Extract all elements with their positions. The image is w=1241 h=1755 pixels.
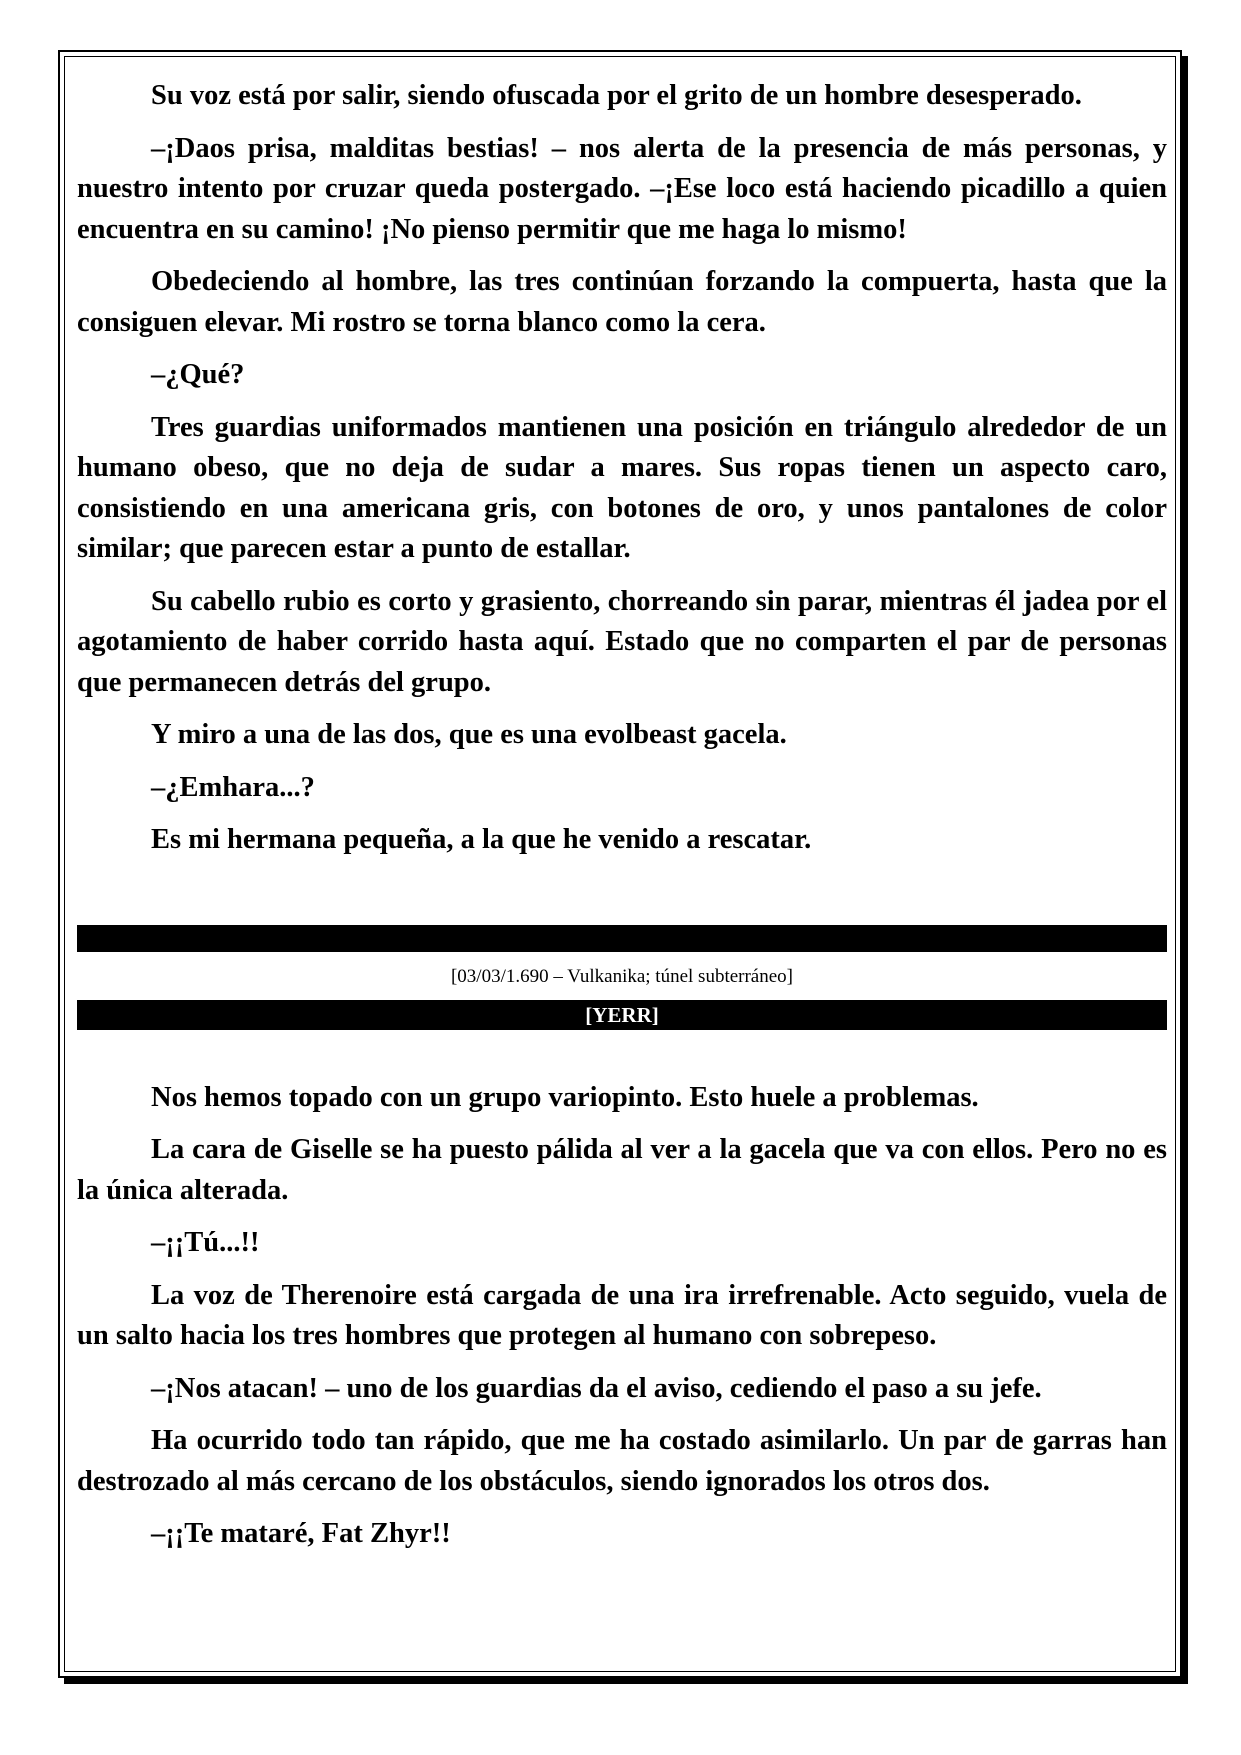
paragraph: –¡Daos prisa, malditas bestias! – nos alerta de la presencia de más personas, y nuestro intento por cruzar queda postergado. –¡Ese loco está haciendo picadillo a quien encuentra en su camino! ¡No pienso permitir que me haga lo mismo! xyxy=(77,132,1167,245)
page-content xyxy=(77,76,1167,1567)
page-frame xyxy=(58,50,1182,1678)
scene-header: [03/03/1.690 – Vulkanika; túnel subterráneo] xyxy=(450,965,794,987)
paragraph: Su voz está por salir, siendo ofuscada por el grito de un hombre desesperado. xyxy=(151,80,1082,111)
paragraph: –¡Nos atacan! – uno de los guardias da el aviso, cediendo el paso a su jefe. xyxy=(151,1372,1042,1404)
paragraph: Ha ocurrido todo tan rápido, que me ha costado asimilarlo. Un par de garras han destrozado al más cercano de los obstáculos, siendo ignorados los otros dos. xyxy=(77,1425,1167,1497)
pov-label: [YERR] xyxy=(77,1000,1167,1030)
paragraph: Nos hemos topado con un grupo variopinto. Esto huele a problemas. xyxy=(151,1081,979,1113)
paragraph: –¿Qué? xyxy=(151,359,245,390)
paragraph: Es mi hermana pequeña, a la que he venido a rescatar. xyxy=(151,824,812,855)
paragraph: –¡¡Te mataré, Fat Zhyr!! xyxy=(151,1518,451,1549)
text-block-2 xyxy=(77,1078,1167,1555)
text-block-1 xyxy=(77,76,1167,861)
paragraph: –¿Emhara...? xyxy=(151,771,315,803)
paragraph: Tres guardias uniformados mantienen una posición en triángulo alrededor de un humano obeso, que no deja de sudar a mares. Sus ropas tienen un aspecto caro, consistiendo en una americana gris, con botones de oro, y unos pantalones de color similar; que parecen estar a punto de estallar. xyxy=(77,411,1167,564)
paragraph: Obedeciendo al hombre, las tres continúan forzando la compuerta, hasta que la consiguen elevar. Mi rostro se torna blanco como la cera. xyxy=(77,266,1167,338)
paragraph: –¡¡Tú...!! xyxy=(151,1227,260,1258)
scene-divider-bar xyxy=(77,925,1167,952)
paragraph: La cara de Giselle se ha puesto pálida al ver a la gacela que va con ellos. Pero no es la única alterada. xyxy=(77,1134,1167,1206)
paragraph: Su cabello rubio es corto y grasiento, chorreando sin parar, mientras él jadea por el agotamiento de haber corrido hasta aquí. Estado que no comparten el par de personas que permanecen detrás del grupo. xyxy=(77,585,1167,698)
paragraph: Y miro a una de las dos, que es una evolbeast gacela. xyxy=(151,719,787,750)
paragraph: La voz de Therenoire está cargada de una ira irrefrenable. Acto seguido, vuela de un salto hacia los tres hombres que protegen al humano con sobrepeso. xyxy=(77,1279,1167,1351)
